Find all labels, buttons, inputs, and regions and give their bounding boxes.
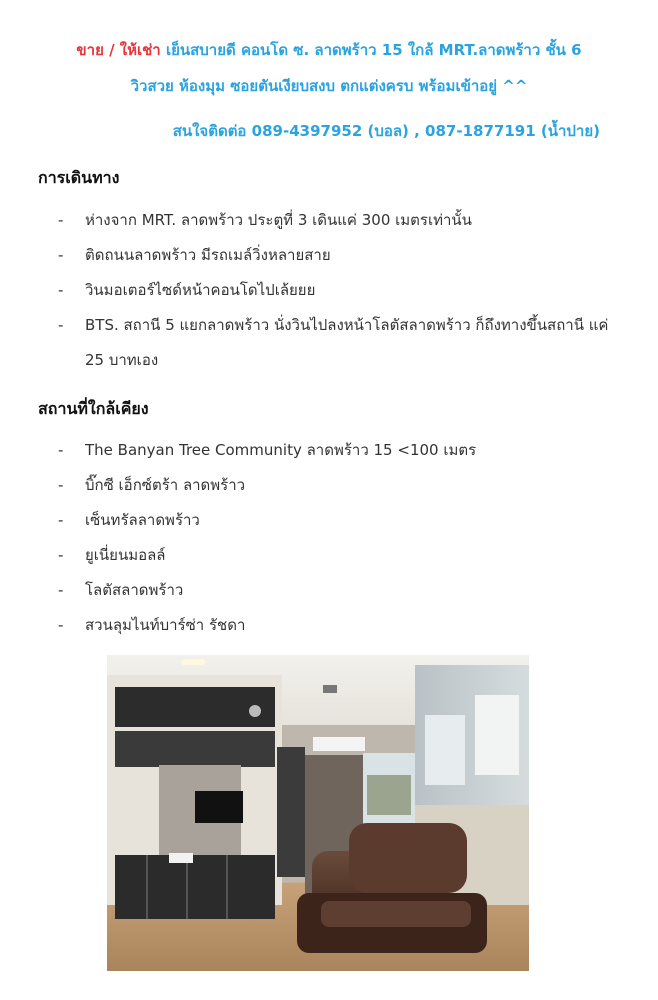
- bullet-dash: -: [58, 246, 64, 264]
- list-item: - สวนลุมไนท์บาร์ซ่า รัชดา: [58, 608, 618, 643]
- bullet-dash: -: [58, 476, 64, 494]
- list-item: - ห่างจาก MRT. ลาดพร้าว ประตูที่ 3 เดินแค่ 300 เมตรเท่านั้น: [58, 203, 618, 238]
- headline-line-2: วิวสวย ห้องมุม ซอยตันเงียบสงบ ตกแต่งครบ พร้อมเข้าอยู่ ^^: [130, 77, 528, 95]
- list-item: - BTS. สถานี 5 แยกลาดพร้าว นั่งวินไปลงหน้าโลตัสลาดพร้าว ก็ถึงทางขึ้นสถานี แค่ 25 บาทเอง: [58, 308, 618, 378]
- bullet-dash: -: [58, 211, 64, 229]
- nearby-section-title: สถานที่ใกล้เคียง: [38, 399, 149, 418]
- bullet-dash: -: [58, 281, 64, 299]
- bullet-dash: -: [58, 441, 64, 459]
- list-item: - โลตัสลาดพร้าว: [58, 573, 618, 608]
- list-item: - The Banyan Tree Community ลาดพร้าว 15 <100 เมตร: [58, 433, 618, 468]
- bullet-dash: -: [58, 511, 64, 529]
- bullet-dash: -: [58, 546, 64, 564]
- bullet-dash: -: [58, 581, 64, 599]
- list-item: - ยูเนี่ยนมอลล์: [58, 538, 618, 573]
- sale-rent-label: ขาย / ให้เช่า: [76, 41, 161, 59]
- travel-section-title: การเดินทาง: [38, 168, 120, 187]
- headline-line-1: [0, 38, 658, 62]
- room-photo: [107, 655, 529, 971]
- list-item: - ติดถนนลาดพร้าว มีรถเมล์วิ่งหลายสาย: [58, 238, 618, 273]
- list-item: - บิ๊กซี เอ็กซ์ตร้า ลาดพร้าว: [58, 468, 618, 503]
- list-item: - เซ็นทรัลลาดพร้าว: [58, 503, 618, 538]
- headline-text: เย็นสบายดี คอนโด ซ. ลาดพร้าว 15 ใกล้ MRT.ลาดพร้าว ชั้น 6: [160, 41, 582, 59]
- bullet-dash: -: [58, 316, 64, 334]
- bullet-dash: -: [58, 616, 64, 634]
- contact-info: สนใจติดต่อ 089-4397952 (บอล) , 087-1877191 (น้ำปาย): [172, 122, 600, 140]
- list-item: - วินมอเตอร์ไซด์หน้าคอนโดไปเล้ยยย: [58, 273, 618, 308]
